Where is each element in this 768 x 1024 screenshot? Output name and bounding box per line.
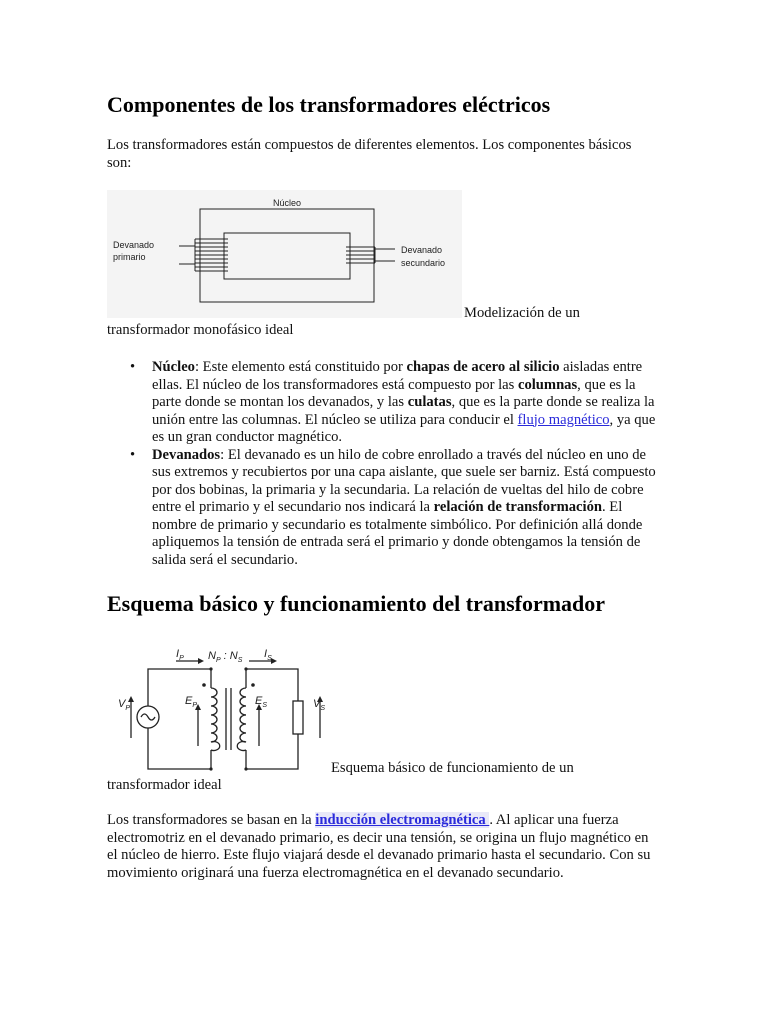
svg-text:NP : NS: $N_P$ : $N_S$ [208,650,243,664]
figure1-caption-line-2: transformador monofásico ideal [107,322,294,338]
bullet-icon: • [130,446,136,463]
list-item-devanados [107,447,667,570]
operation-text-2: . Al aplicar una fuerza electromotriz en el devanado primario, es decir una tensión, se origina un flujo magnético en el núcleo de hierro. Este flujo viajará desde el devanado primario hasta el secundario. Con su movimiento originará una fuerza electromagnética en el devanado secundario. [107,812,651,881]
devanados-bold-1: relación de transformación [433,499,602,515]
transformer-core-diagram [107,190,462,318]
svg-text:VP: $V_P$ [118,698,131,712]
svg-text:EP: $E_P$ [185,695,198,709]
primary-label-1: Devanado [113,240,155,250]
svg-text:IP: $I_P$ [176,648,184,662]
svg-text:VS: $V_S$ [313,698,326,712]
intro-line-2: son: [107,154,132,171]
bullet-icon: • [130,359,136,375]
figure2-caption-line-2: transformador ideal [107,777,222,793]
svg-text:IS: $I_S$ [264,648,272,662]
nucleo-text-1: : Este elemento está constituido por [194,359,407,375]
figure2-caption-line-1: Esquema básico de funcionamiento de un [331,760,574,776]
ideal-transformer-figure [107,638,329,773]
list-item-nucleo [107,359,667,447]
nucleo-bold-2: columnas [517,376,578,393]
flujo-magnetico-link[interactable]: flujo magnético [517,411,610,428]
polarity-dot [251,683,255,687]
term-nucleo: Núcleo [152,359,195,375]
devanados-text-1: : El devanado es un hilo de cobre enrollado a través del núcleo en uno de sus extremos y recubiertos por una capa aislante, que suele ser barniz. Está compuesto por dos bobinas, la primaria y la secundaria. La relación de vueltas del hilo de cobre entre el primario y el secundario nos indicará la [152,446,656,515]
nucleo-text-5: , ya que es un gran conductor magnético. [152,411,656,445]
secondary-coil [237,688,246,751]
section-heading-components: Componentes de los transformadores eléctricos [107,92,551,117]
nucleo-text-3: , que es la parte donde se montan los devanados, y las [152,376,636,410]
components-list [107,359,667,569]
operation-text-1: Los transformadores se basan en la [107,812,316,828]
nucleo-bold-1: chapas de acero al silicio [406,359,560,375]
primary-coil [211,688,220,751]
figure1-caption-line-1: Modelización de un [464,305,580,321]
load-resistor [293,701,303,734]
ideal-transformer-schematic [107,638,329,773]
polarity-dot [202,683,206,687]
core-label: Núcleo [272,198,302,208]
nucleo-text-4: , que es la parte donde se realiza la unión entre las columnas. El núcleo se utiliza para conducir el [152,394,655,428]
transformer-core-figure [107,190,462,318]
operation-paragraph [107,812,657,882]
section-heading-schema: Esquema básico y funcionamiento del transformador [107,591,606,616]
secondary-winding [346,247,395,263]
intro-paragraph [107,137,667,172]
primary-winding [179,239,228,271]
primary-label-2: primario [113,252,146,262]
nucleo-bold-3: culatas [407,394,452,410]
term-devanados: Devanados [152,446,221,463]
secondary-label-2: secundario [401,258,446,268]
induccion-electromagnetica-link[interactable]: inducción electromagnética [315,812,490,828]
nucleo-text-2: aisladas entre ellas. El núcleo de los transformadores está compuesto por las [152,359,643,393]
devanados-text-2: . El nombre de primario y secundario es totalmente simbólico. Por definición allá donde apliquemos la tensión de entrada será el primario y donde obtengamos la tensión de salida será el secundario. [152,499,643,568]
secondary-label-1: Devanado [401,245,443,255]
intro-line-1: Los transformadores están compuestos de diferentes elementos. Los componentes básicos [107,137,632,153]
core-inner [224,233,350,279]
svg-text:ES: $E_S$ [255,695,268,709]
